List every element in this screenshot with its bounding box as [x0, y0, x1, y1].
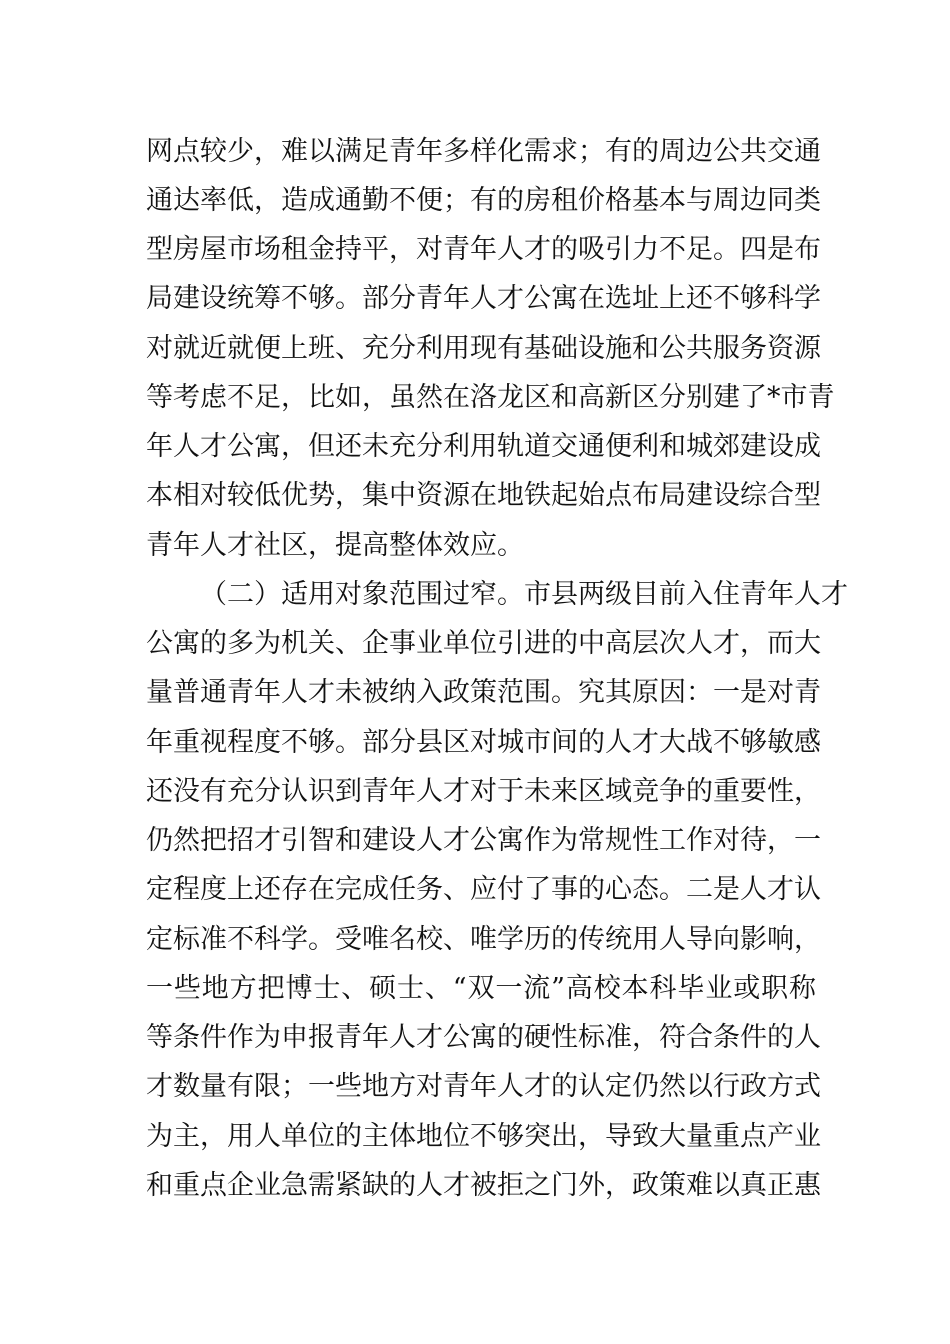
text-line: 对就近就便上班、充分利用现有基础设施和公共服务资源: [146, 333, 821, 364]
text-line: 局建设统筹不够。部分青年人才公寓在选址上还不够科学: [146, 283, 821, 314]
text-line: 定标准不科学。受唯名校、唯学历的传统用人导向影响，: [146, 924, 821, 955]
text-line: 年重视程度不够。部分县区对城市间的人才大战不够敏感: [146, 727, 821, 758]
text-line: 年人才公寓，但还未充分利用轨道交通便利和城郊建设成: [146, 431, 821, 462]
text-line: 量普通青年人才未被纳入政策范围。究其原因：一是对青: [146, 677, 821, 708]
text-line: 青年人才社区，提高整体效应。: [146, 530, 524, 561]
text-line: 一些地方把博士、硕士、“双一流”高校本科毕业或职称: [146, 973, 816, 1004]
text-line: 才数量有限；一些地方对青年人才的认定仍然以行政方式: [146, 1071, 821, 1102]
text-line: 定程度上还存在完成任务、应付了事的心态。二是人才认: [146, 874, 821, 905]
text-line: 公寓的多为机关、企事业单位引进的中高层次人才，而大: [146, 628, 821, 659]
text-line: 还没有充分认识到青年人才对于未来区域竞争的重要性，: [146, 776, 821, 807]
text-line: 和重点企业急需紧缺的人才被拒之门外，政策难以真正惠: [146, 1170, 821, 1201]
text-line: 仍然把招才引智和建设人才公寓作为常规性工作对待，一: [146, 825, 821, 856]
text-line: 为主，用人单位的主体地位不够突出，导致大量重点产业: [146, 1121, 821, 1152]
text-line: 型房屋市场租金持平，对青年人才的吸引力不足。四是布: [146, 234, 821, 265]
text-line: 本相对较低优势，集中资源在地铁起始点布局建设综合型: [146, 480, 821, 511]
text-line: 等条件作为申报青年人才公寓的硬性标准，符合条件的人: [146, 1022, 821, 1053]
text-line: 等考虑不足，比如，虽然在洛龙区和高新区分别建了*市青: [146, 382, 835, 413]
text-line: 通达率低，造成通勤不便；有的房租价格基本与周边同类: [146, 185, 821, 216]
text-line: 网点较少，难以满足青年多样化需求；有的周边公共交通: [146, 136, 821, 167]
section-heading-line: （二）适用对象范围过窄。市县两级目前入住青年人才: [200, 579, 848, 610]
